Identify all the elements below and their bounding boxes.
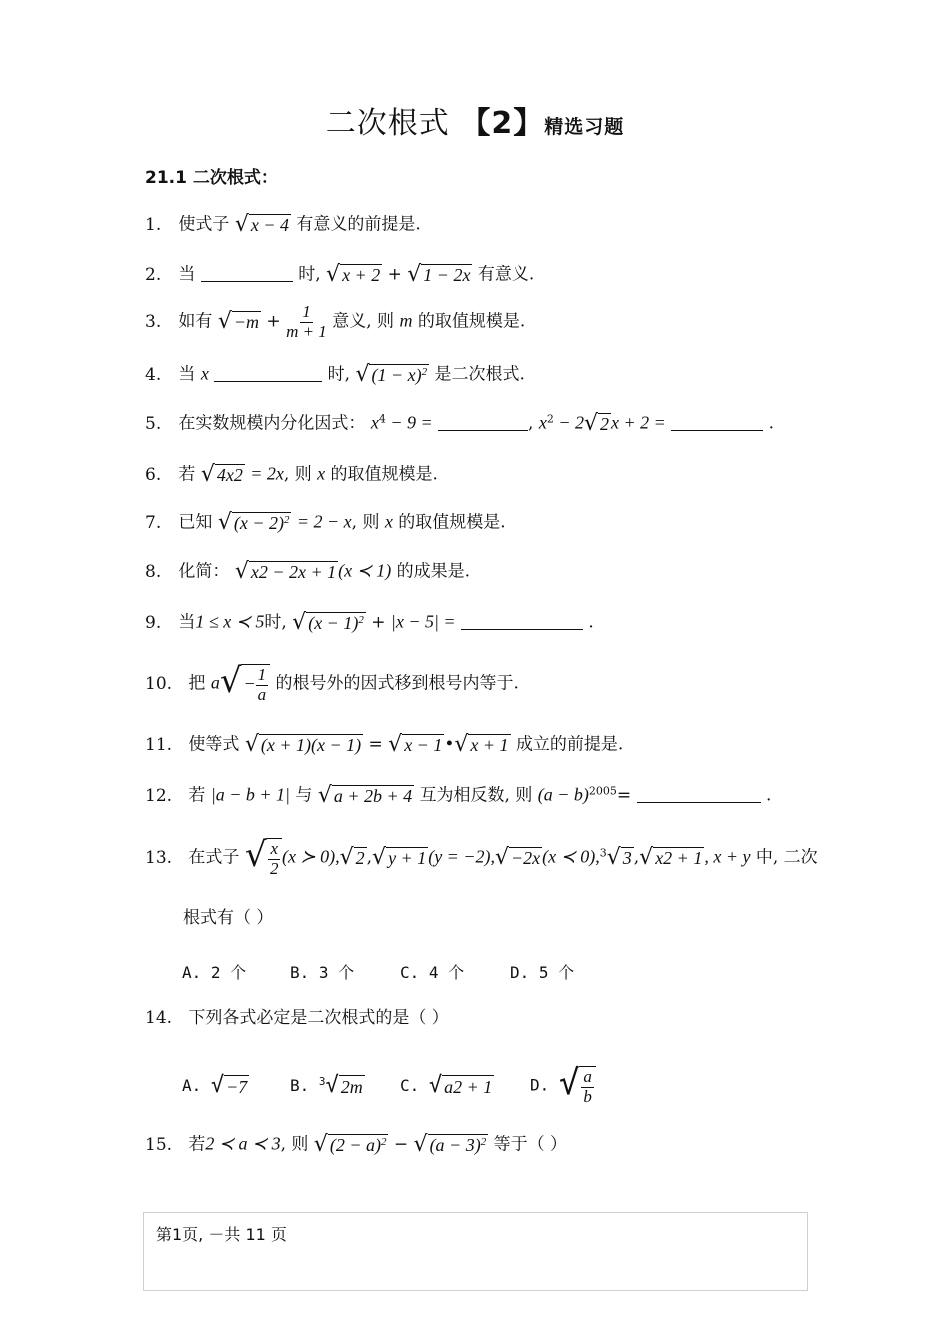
- option-c[interactable]: C. 4 个: [400, 963, 465, 982]
- question-1: 1. 使式子 √ x − 4 有意义的前提是.: [145, 212, 421, 237]
- page-number: 第1页, －共 11 页: [156, 1225, 287, 1244]
- title-main: 二次根式: [325, 106, 450, 141]
- question-13-options: [182, 960, 574, 983]
- option-a[interactable]: A. √ −7: [182, 1072, 248, 1098]
- sqrt-expr: √ x − 4: [234, 212, 289, 237]
- answer-blank[interactable]: [671, 416, 763, 431]
- question-12: 12. 若 |a − b + 1| 与 √ a + 2b + 4 互为相反数, 则 $(a - b)^{2005}=$ .: [145, 783, 772, 808]
- answer-blank[interactable]: [438, 416, 528, 431]
- question-7: 7. 已知 √ $(x - 2)^2$ = 2 − x, 则 x 的取值规模是.: [145, 510, 506, 535]
- question-13-line2: 根式有（ ）: [183, 908, 274, 928]
- option-d[interactable]: D. 5 个: [510, 963, 575, 982]
- question-8: 8. 化简： √ x2 − 2x + 1 (x ≺ 1) 的成果是.: [145, 559, 470, 584]
- option-a[interactable]: A. 2 个: [182, 963, 247, 982]
- question-10: 10. 把 a √ − $\frac{1}{a}$ 的根号外的因式移到根号内等于.: [145, 661, 519, 704]
- question-13: 13. 在式子 √ $\frac{x}{2}$ (x ≻ 0), √ 2 , √ y + 1 (y = −2), √ −2x (x ≺ 0),$^3$ √ 3 , √ x2 + 1 , x + y 中, 二次: [145, 835, 818, 878]
- question-14: 14. 下列各式必定是二次根式的是（ ）: [145, 1008, 449, 1028]
- question-2: 2. 当 时, √ x + 2 + √ 1 − 2x 有意义.: [145, 262, 535, 287]
- answer-blank[interactable]: [637, 788, 761, 803]
- question-3: 3. 如有 √ −m + $\frac{1}{m + 1}$ 意义, 则 m 的取值规模是.: [145, 302, 526, 341]
- page-title: [0, 98, 950, 142]
- question-9: 9. 当1 ≤ x ≺ 5时, √ $(x - 1)^2$ + |x − 5| = .: [145, 610, 594, 635]
- option-c[interactable]: C. √ a2 + 1: [400, 1072, 493, 1098]
- question-6: 6. 若 √ 4x2 = 2x, 则 x 的取值规模是.: [145, 462, 438, 487]
- question-5: 5. 在实数规模内分化因式： $x^4 - 9$ = , $x^2 - 2$ √ 2 x + 2 = .: [145, 411, 775, 436]
- answer-blank[interactable]: [214, 367, 322, 382]
- option-b[interactable]: B. 3 个: [290, 963, 355, 982]
- question-15: 15. 若2 ≺ a ≺ 3, 则 √ $(2 - a)^2$ − √ $(a - 3)^2$ 等于（ ）: [145, 1132, 568, 1157]
- answer-blank[interactable]: [201, 267, 293, 282]
- question-14-options: [182, 1063, 596, 1106]
- option-d[interactable]: D. √ $\frac{a}{b}$: [530, 1066, 596, 1106]
- fraction: $\frac{1}{m + 1}$: [286, 302, 327, 341]
- title-sub: 精选习题: [544, 116, 625, 138]
- question-11: 11. 使等式 √ (x + 1)(x − 1) = √ x − 1 • √ x + 1 成立的前提是.: [145, 732, 624, 757]
- answer-blank[interactable]: [461, 615, 583, 630]
- question-4: 4. 当 x 时, √ $(1 - x)^2$ 是二次根式.: [145, 362, 525, 387]
- title-bracket: 【2】: [460, 106, 545, 141]
- section-heading: 21.1 二次根式：: [145, 168, 278, 188]
- option-b[interactable]: B. $^3$ √ 2m: [290, 1072, 363, 1098]
